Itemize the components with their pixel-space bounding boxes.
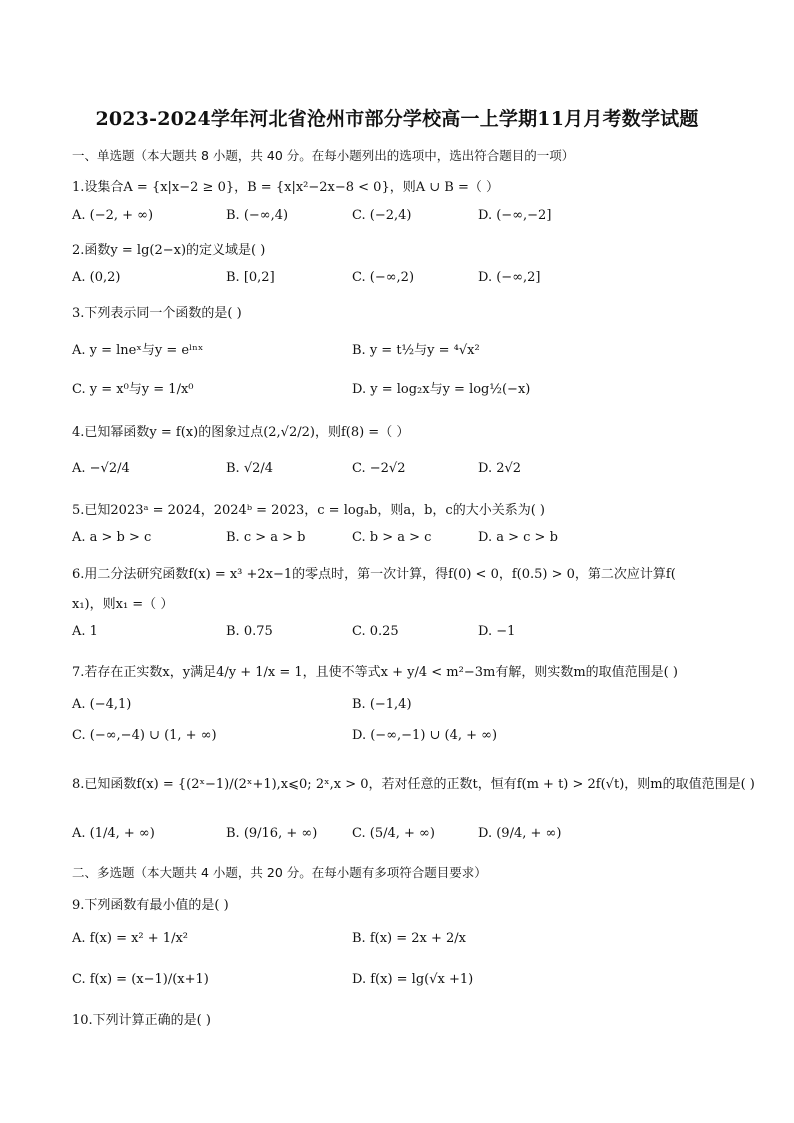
q3-option-d: D. y = log₂x与y = log½(−x) — [352, 382, 531, 397]
q5-option-a: A. a > b > c — [72, 530, 152, 545]
q1-option-a: A. (−2, + ∞) — [72, 208, 154, 223]
q8-option-b: B. (9/16, + ∞) — [226, 826, 318, 841]
question-10: 10.下列计算正确的是( ) — [72, 1013, 211, 1028]
q1-option-c: C. (−2,4) — [352, 208, 412, 223]
question-7: 7.若存在正实数x，y满足4/y + 1/x = 1，且使不等式x + y/4 < m²−3m有解，则实数m的取值范围是( ) — [72, 665, 678, 680]
question-5: 5.已知2023ᵃ = 2024，2024ᵇ = 2023，c = logₐb，则a，b，c的大小关系为( ) — [72, 503, 545, 518]
q4-option-d: D. 2√2 — [478, 461, 522, 476]
q5-option-b: B. c > a > b — [226, 530, 306, 545]
q6-option-d: D. −1 — [478, 624, 516, 639]
question-6-line-1: 6.用二分法研究函数f(x) = x³ +2x−1的零点时，第一次计算，得f(0) < 0，f(0.5) > 0，第二次应计算f( — [72, 567, 676, 582]
question-3: 3.下列表示同一个函数的是( ) — [72, 306, 242, 321]
q8-option-c: C. (5/4, + ∞) — [352, 826, 435, 841]
question-1: 1.设集合A = {x|x−2 ≥ 0}，B = {x|x²−2x−8 < 0}，则A ∪ B =（ ） — [72, 180, 499, 195]
q8-option-d: D. (9/4, + ∞) — [478, 826, 562, 841]
q1-option-b: B. (−∞,4) — [226, 208, 289, 223]
q5-option-c: C. b > a > c — [352, 530, 432, 545]
q9-option-a: A. f(x) = x² + 1/x² — [72, 931, 188, 946]
q3-option-c: C. y = x⁰与y = 1/x⁰ — [72, 382, 194, 397]
q5-option-d: D. a > c > b — [478, 530, 558, 545]
page-title: 2023-2024学年河北省沧州市部分学校高一上学期11月月考数学试题 — [95, 108, 699, 130]
q3-option-b: B. y = t½与y = ⁴√x² — [352, 343, 480, 358]
q8-option-a: A. (1/4, + ∞) — [72, 826, 155, 841]
q3-option-a: A. y = lneˣ与y = eˡⁿˣ — [72, 343, 204, 358]
q4-option-a: A. −√2/4 — [72, 461, 130, 476]
section-single-choice: 一、单选题（本大题共 8 小题，共 40 分。在每小题列出的选项中，选出符合题目的一项） — [72, 148, 575, 163]
q6-option-b: B. 0.75 — [226, 624, 273, 639]
q7-option-b: B. (−1,4) — [352, 697, 412, 712]
q2-option-c: C. (−∞,2) — [352, 270, 415, 285]
question-6-line-2: x₁)，则x₁ =（ ） — [72, 597, 174, 612]
q2-option-a: A. (0,2) — [72, 270, 121, 285]
q2-option-b: B. [0,2] — [226, 270, 275, 285]
q4-option-b: B. √2/4 — [226, 461, 274, 476]
section-multiple-choice: 二、多选题（本大题共 4 小题，共 20 分。在每小题有多项符合题目要求） — [72, 865, 487, 880]
question-2: 2.函数y = lg(2−x)的定义域是( ) — [72, 243, 266, 258]
q9-option-b: B. f(x) = 2x + 2/x — [352, 931, 467, 946]
question-9: 9.下列函数有最小值的是( ) — [72, 898, 229, 913]
q2-option-d: D. (−∞,2] — [478, 270, 541, 285]
q7-option-c: C. (−∞,−4) ∪ (1, + ∞) — [72, 728, 217, 743]
q6-option-c: C. 0.25 — [352, 624, 399, 639]
q7-option-a: A. (−4,1) — [72, 697, 132, 712]
question-8: 8.已知函数f(x) = {(2ˣ−1)/(2ˣ+1),x⩽0; 2ˣ,x > 0，若对任意的正数t，恒有f(m + t) > 2f(√t)，则m的取值范围是( ) — [72, 777, 755, 792]
q7-option-d: D. (−∞,−1) ∪ (4, + ∞) — [352, 728, 498, 743]
q4-option-c: C. −2√2 — [352, 461, 406, 476]
q1-option-d: D. (−∞,−2] — [478, 208, 552, 223]
question-4: 4.已知幂函数y = f(x)的图象过点(2,√2/2)，则f(8) =（ ） — [72, 425, 410, 440]
q9-option-c: C. f(x) = (x−1)/(x+1) — [72, 972, 209, 987]
q9-option-d: D. f(x) = lg(√x +1) — [352, 972, 474, 987]
q6-option-a: A. 1 — [72, 624, 98, 639]
